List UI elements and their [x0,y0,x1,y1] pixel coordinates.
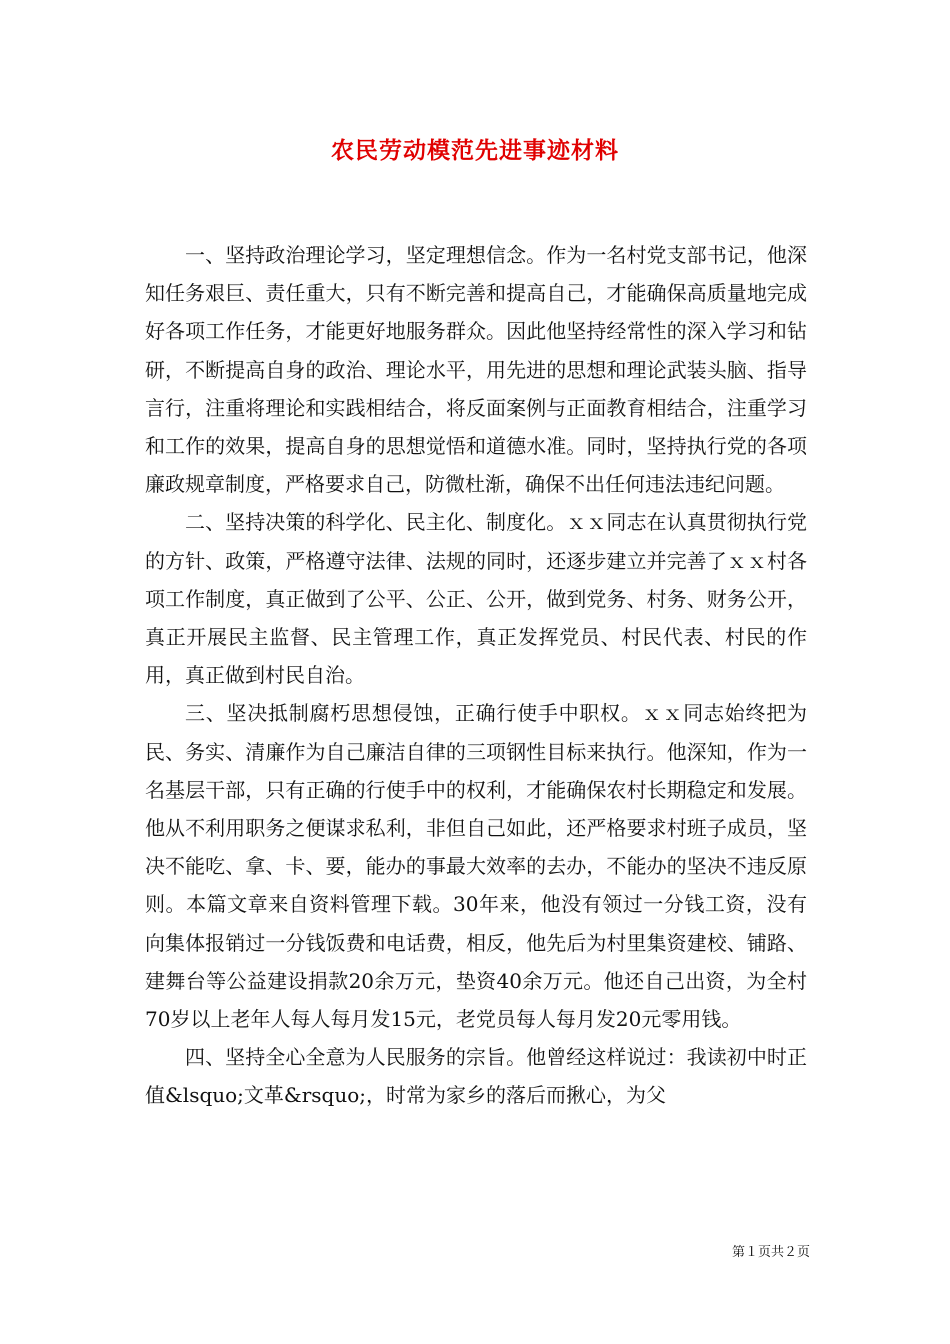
paragraph-3: 三、坚决抵制腐朽思想侵蚀，正确行使手中职权。ｘｘ同志始终把为民、务实、清廉作为自己廉洁自律的三项钢性目标来执行。他深知，作为一名基层干部，只有正确的行使手中的权利，才能确保农村长期稳定和发展。他从不利用职务之便谋求私利，非但自己如此，还严格要求村班子成员，坚决不能吃、拿、卡、要，能办的事最大效率的去办，不能办的坚决不违反原则。本篇文章来自资料管理下载。30年来，他没有领过一分钱工资，没有向集体报销过一分钱饭费和电话费，相反，他先后为村里集资建校、铺路、建舞台等公益建设捐款20余万元，垫资40余万元。他还自己出资，为全村70岁以上老年人每人每月发15元，老党员每人每月发20元零用钱。 [145,701,807,1032]
paragraph-2: 二、坚持决策的科学化、民主化、制度化。ｘｘ同志在认真贯彻执行党的方针、政策，严格遵守法律、法规的同时，还逐步建立并完善了ｘｘ村各项工作制度，真正做到了公平、公正、公开，做到党务、村务、财务公开，真正开展民主监督、民主管理工作，真正发挥党员、村民代表、村民的作用，真正做到村民自治。 [145,510,807,688]
paragraph-1: 一、坚持政治理论学习，坚定理想信念。作为一名村党支部书记，他深知任务艰巨、责任重大，只有不断完善和提高自己，才能确保高质量地完成好各项工作任务，才能更好地服务群众。因此他坚持经常性的深入学习和钻研，不断提高自身的政治、理论水平，用先进的思想和理论武装头脑、指导言行，注重将理论和实践相结合，将反面案例与正面教育相结合，注重学习和工作的效果，提高自身的思想觉悟和道德水准。同时，坚持执行党的各项廉政规章制度，严格要求自己，防微杜渐，确保不出任何违法违纪问题。 [145,243,807,497]
document-body [145,236,807,1115]
paragraph-4: 四、坚持全心全意为人民服务的宗旨。他曾经这样说过：我读初中时正值&lsquo;文革&rsquo;，时常为家乡的落后而揪心，为父 [145,1045,807,1108]
document-title: 农民劳动模范先进事迹材料 [331,137,619,164]
page-number: 第１页共２页 [731,1245,810,1260]
